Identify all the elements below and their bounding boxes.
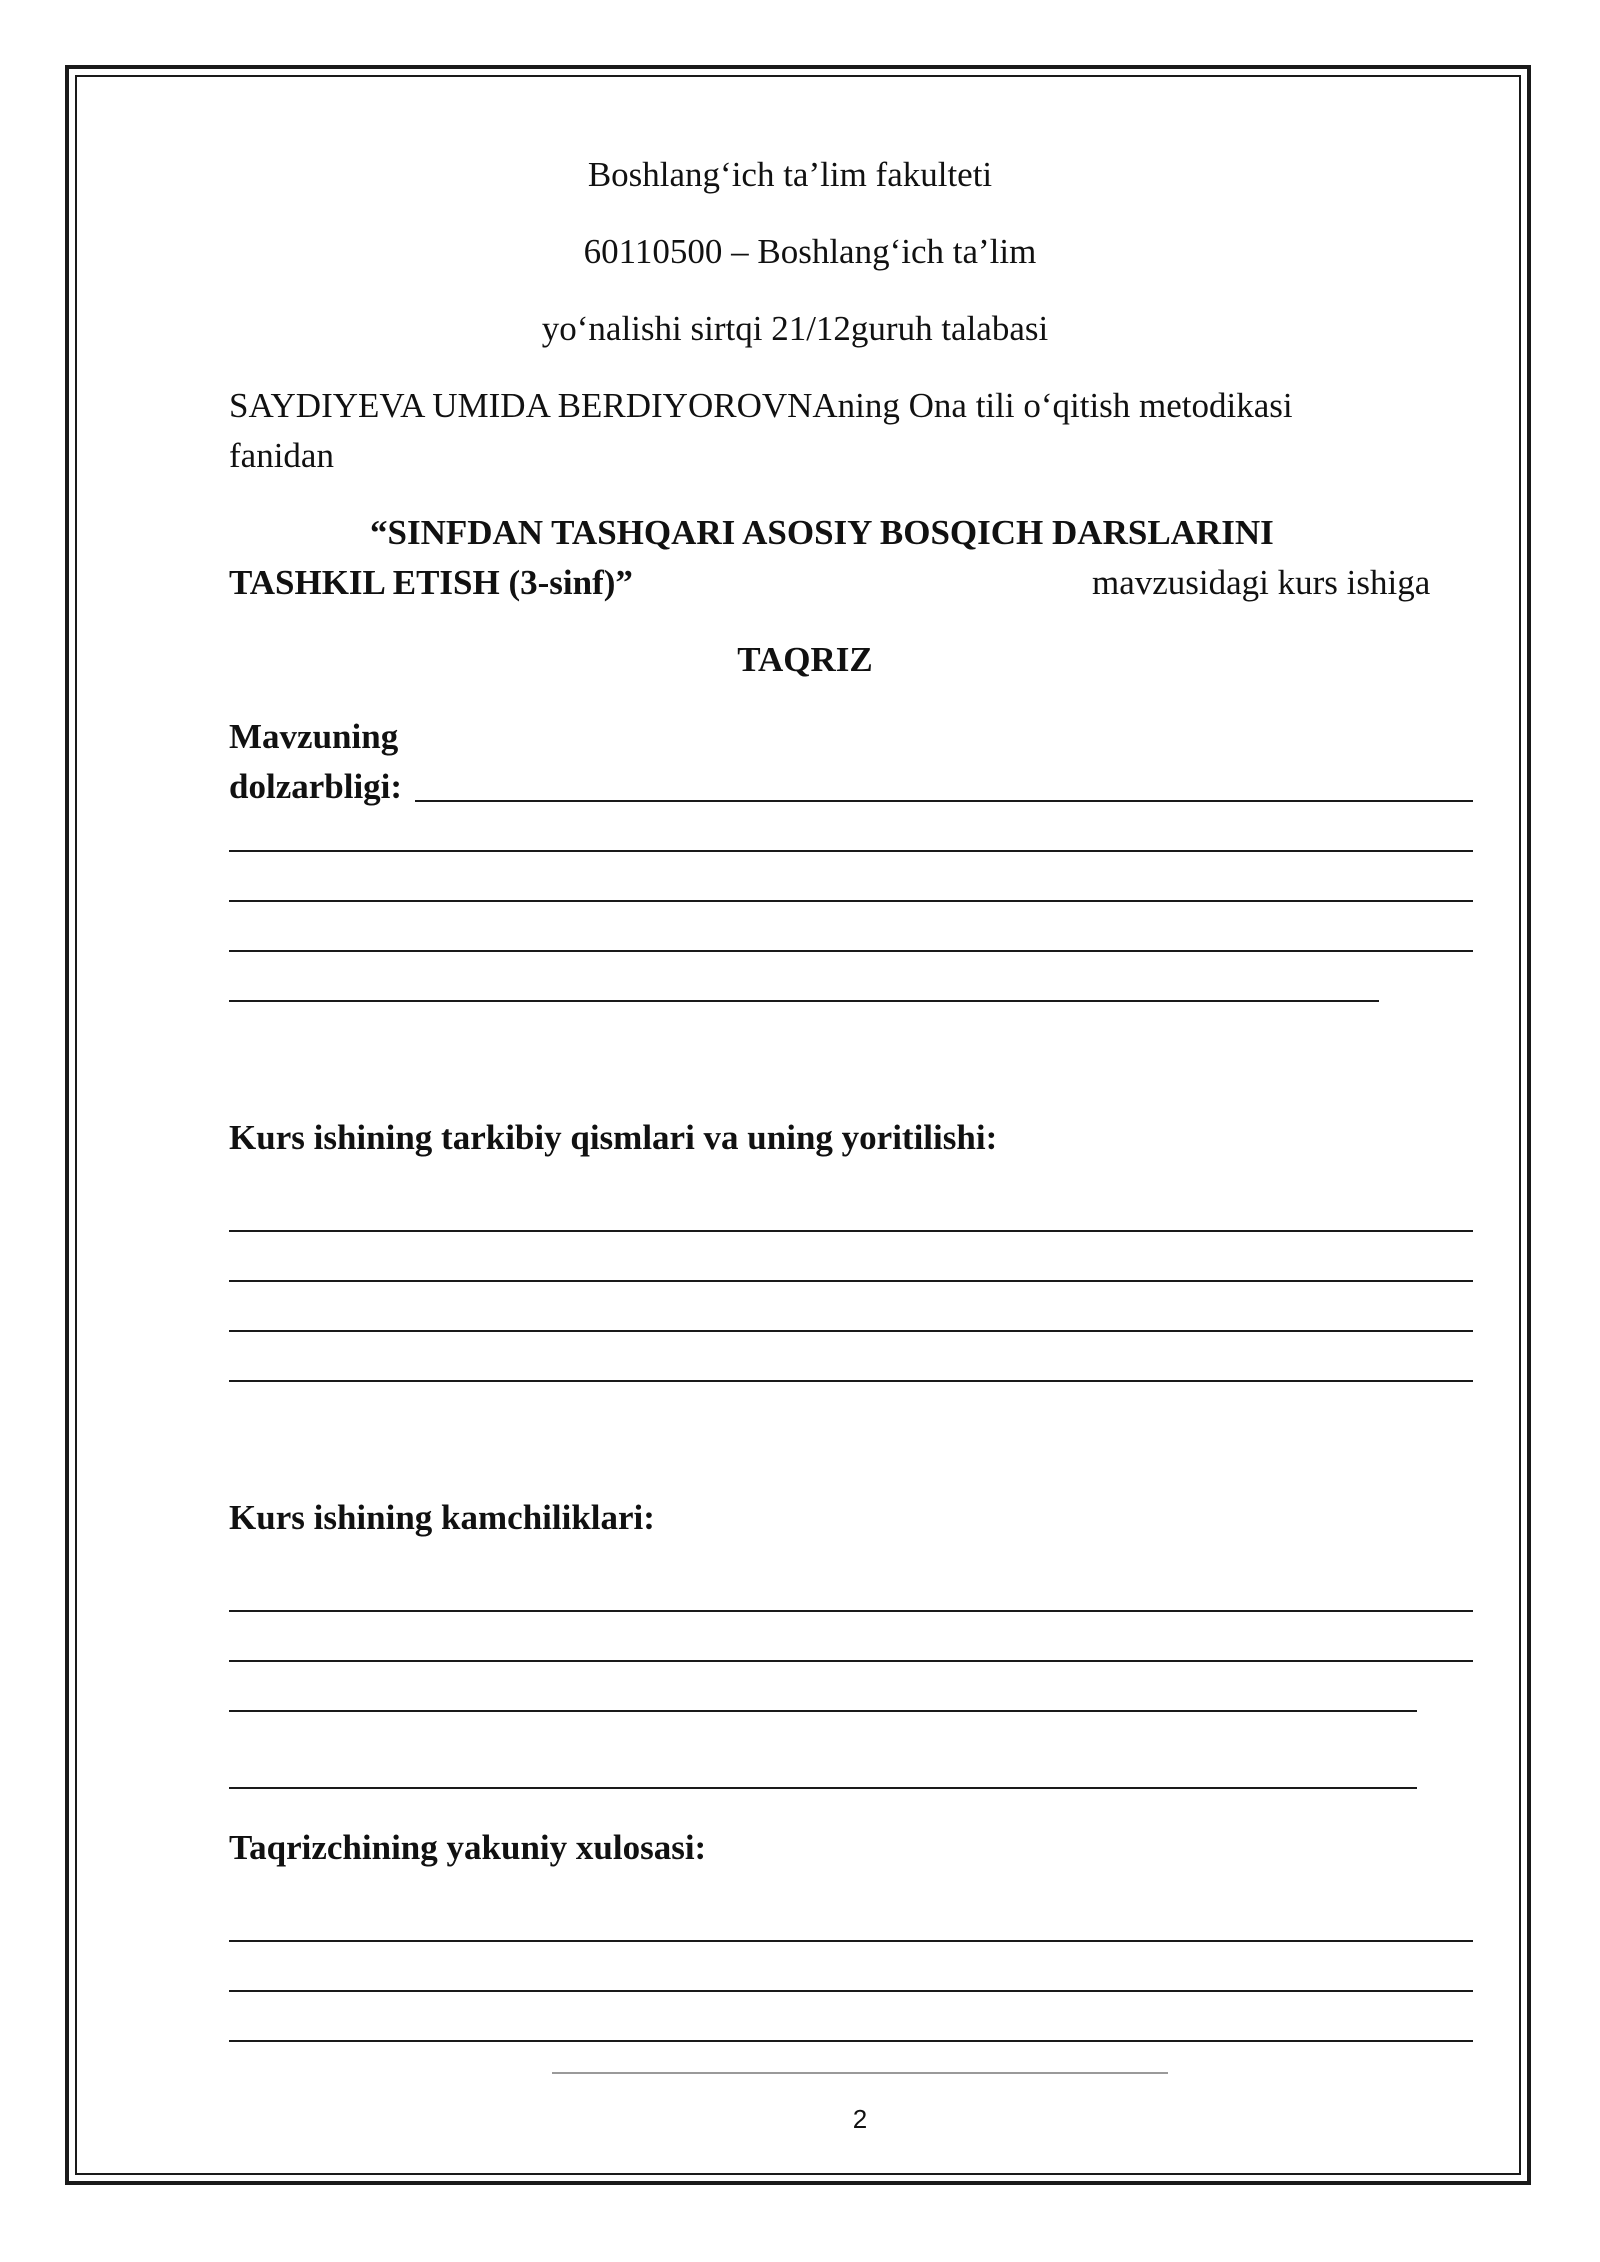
shortcomings-answer-line (229, 1710, 1417, 1712)
conclusion-answer-line (229, 1940, 1473, 1942)
conclusion-answer-line (229, 1990, 1473, 1992)
topic-title-line-2: TASHKIL ETISH (3-sinf)” (229, 563, 633, 602)
topic-suffix: mavzusidagi kurs ishiga (1092, 563, 1431, 602)
page-number: 2 (852, 2104, 868, 2134)
conclusion-label: Taqrizchining yakuniy xulosasi: (229, 1828, 707, 1867)
shortcomings-answer-line (229, 1660, 1473, 1662)
program-line: 60110500 – Boshlang‘ich ta’lim (583, 232, 1037, 271)
document-title: TAQRIZ (737, 640, 873, 679)
topic-title-line-1: “SINFDAN TASHQARI ASOSIY BOSQICH DARSLARINI (370, 513, 1274, 552)
relevance-answer-line (229, 900, 1473, 902)
relevance-label-2: dolzarbligi: (229, 767, 403, 806)
shortcomings-label: Kurs ishining kamchiliklari: (229, 1498, 655, 1537)
relevance-answer-line (415, 800, 1473, 802)
footer-separator (552, 2072, 1168, 2074)
structure-answer-line (229, 1230, 1473, 1232)
structure-answer-line (229, 1280, 1473, 1282)
relevance-label-1: Mavzuning (229, 717, 399, 756)
relevance-answer-line (229, 850, 1473, 852)
group-line: yo‘nalishi sirtqi 21/12guruh talabasi (541, 309, 1049, 348)
structure-label: Kurs ishining tarkibiy qismlari va uning yoritilishi: (229, 1118, 998, 1157)
subject-line: fanidan (229, 436, 334, 475)
structure-answer-line (229, 1330, 1473, 1332)
student-line: SAYDIYEVA UMIDA BERDIYOROVNAning Ona tili o‘qitish metodikasi (229, 386, 1293, 425)
structure-answer-line (229, 1380, 1473, 1382)
conclusion-answer-line (229, 2040, 1473, 2042)
faculty-line: Boshlang‘ich ta’lim fakulteti (587, 155, 993, 194)
relevance-answer-line (229, 950, 1473, 952)
shortcomings-answer-line (229, 1610, 1473, 1612)
relevance-answer-line (229, 1000, 1379, 1002)
shortcomings-answer-line (229, 1787, 1417, 1789)
